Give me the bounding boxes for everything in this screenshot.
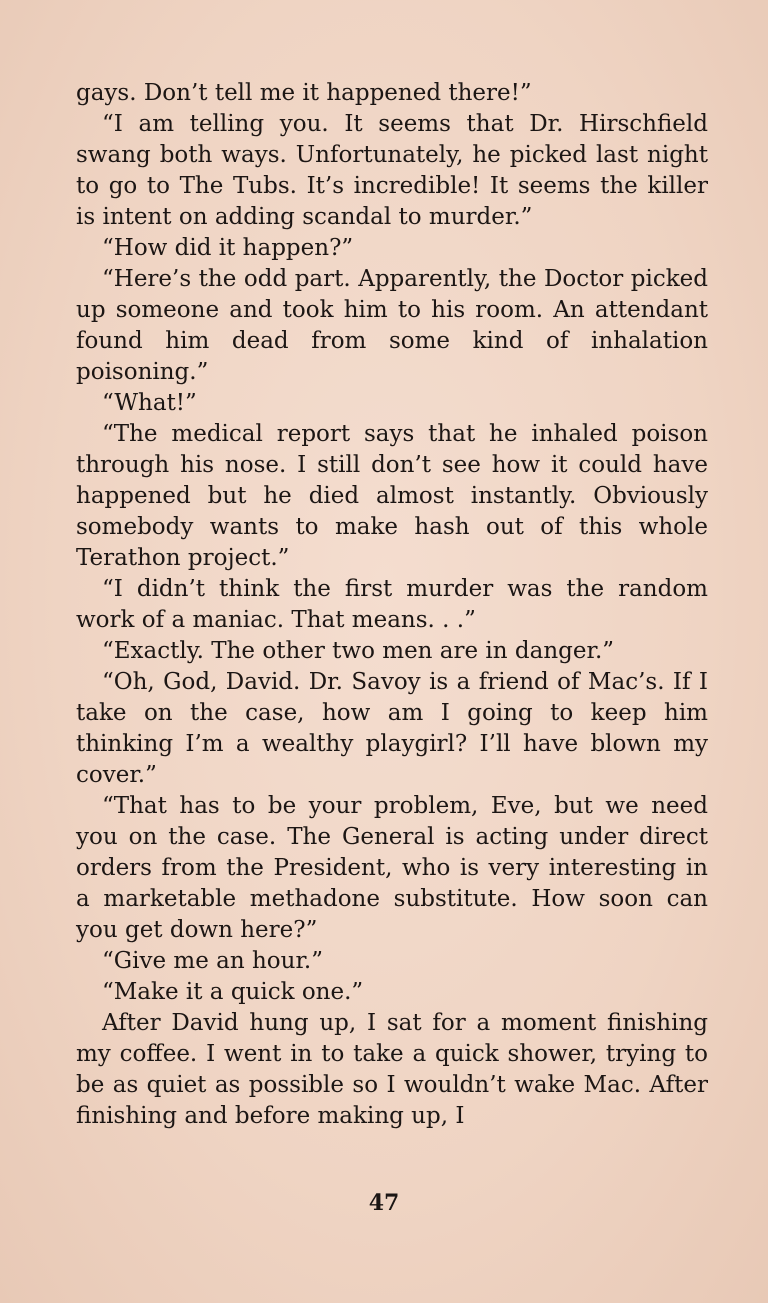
paragraph: “The medical report says that he inhaled poison through his nose. I still don’t see how it could have happened but he died almost instantly. Obviously somebody wants to make hash out of this whole Terathon project.”	[76, 421, 708, 571]
paragraph: “I didn’t think the first murder was the random work of a maniac. That means. . .”	[76, 576, 708, 633]
paragraph: After David hung up, I sat for a moment finishing my coffee. I went in to take a quick shower, trying to be as quiet as possible so I wouldn’t wake Mac. After finishing and before making up, I	[76, 1010, 708, 1129]
paragraph: “Give me an hour.”	[102, 948, 323, 974]
paragraph: “Oh, God, David. Dr. Savoy is a friend of Mac’s. If I take on the case, how am I going to keep him thinking I’m a wealthy playgirl? I’ll have blown my cover.”	[76, 669, 708, 788]
paragraph: “Make it a quick one.”	[102, 979, 364, 1005]
body-text	[76, 78, 708, 1132]
paragraph: “Here’s the odd part. Apparently, the Doctor picked up someone and took him to his room. An attendant found him dead from some kind of inhalation poisoning.”	[76, 266, 708, 385]
paragraph: “How did it happen?”	[102, 235, 354, 261]
paragraph-continued: gays. Don’t tell me it happened there!”	[76, 80, 532, 106]
page-number: 47	[368, 1190, 400, 1216]
paragraph: “What!”	[102, 390, 197, 416]
paragraph: “I am telling you. It seems that Dr. Hirschfield swang both ways. Unfortunately, he picked last night to go to The Tubs. It’s incredible! It seems the killer is intent on adding scandal to murder.”	[76, 111, 708, 230]
paragraph: “That has to be your problem, Eve, but we need you on the case. The General is acting under direct orders from the President, who is very interesting in a marketable methadone substitute. How soon can you get down here?”	[76, 793, 708, 943]
paragraph: “Exactly. The other two men are in danger.”	[102, 638, 615, 664]
